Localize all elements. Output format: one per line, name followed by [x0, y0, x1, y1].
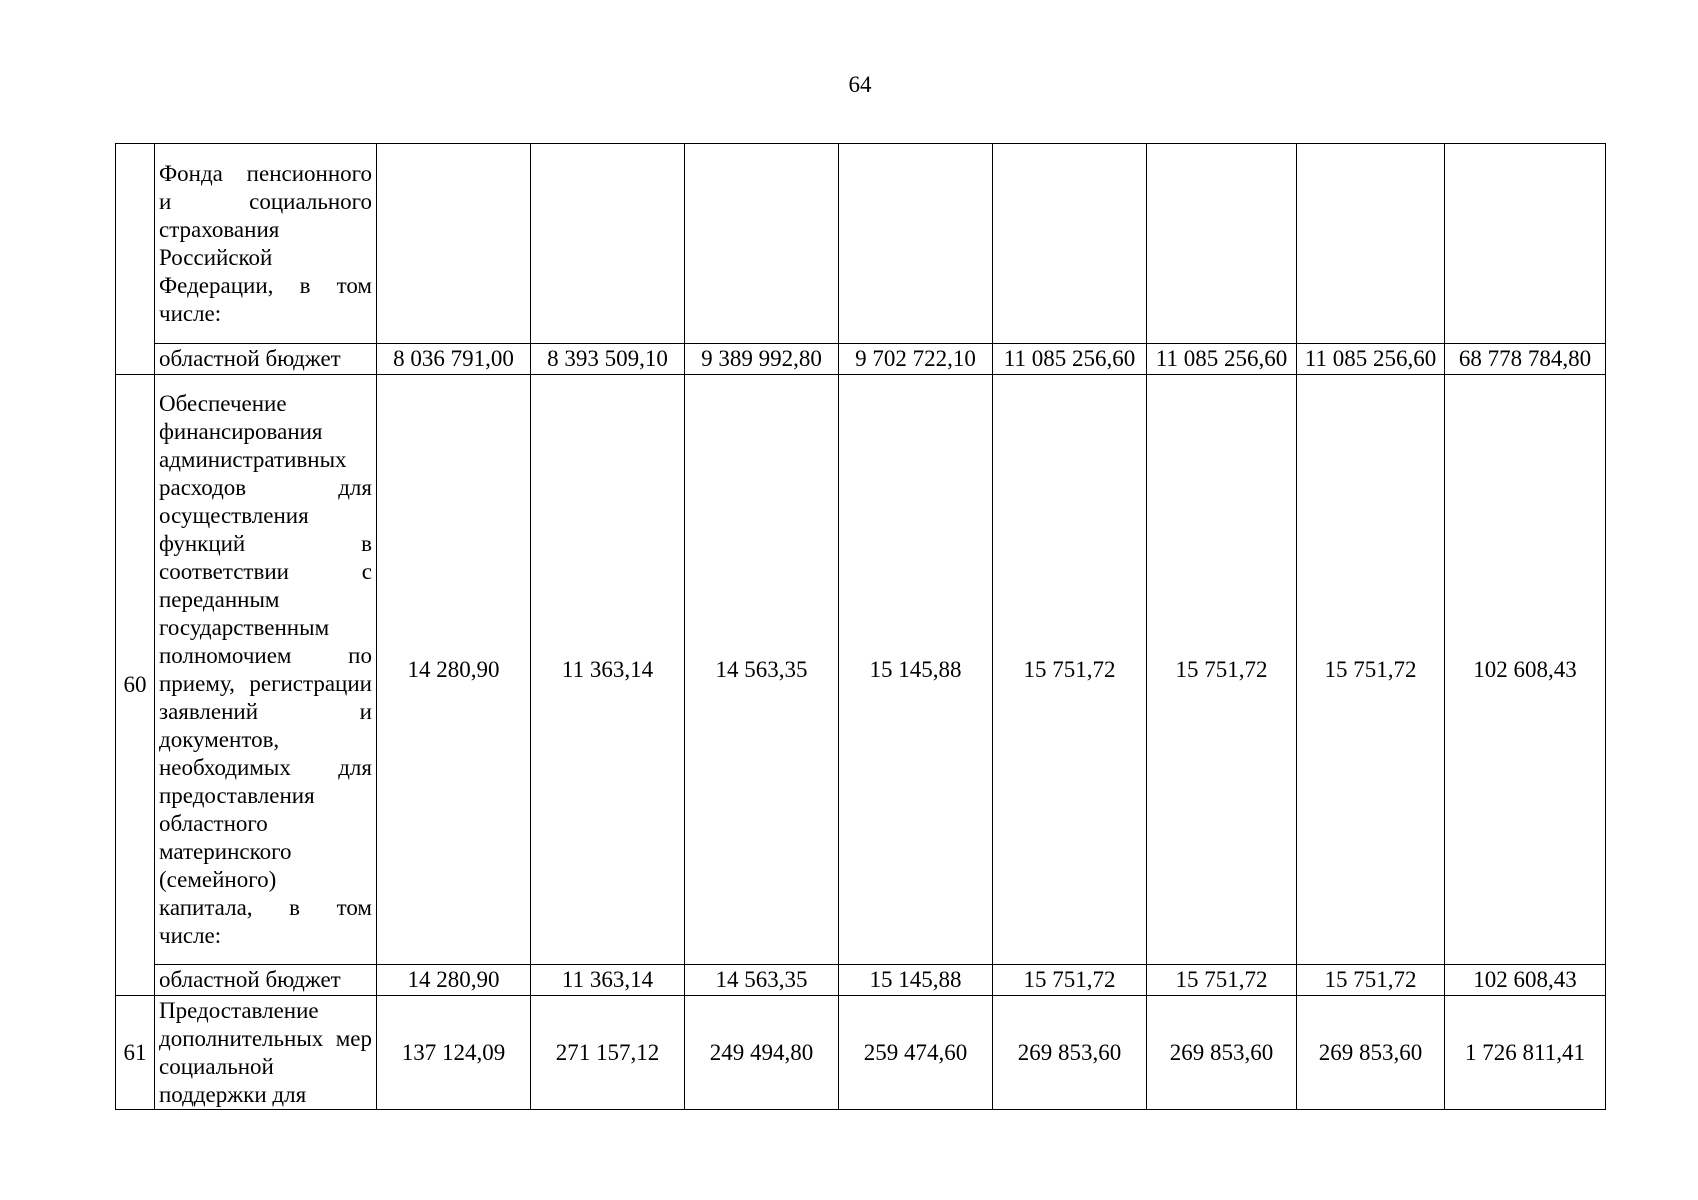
value-cell — [839, 144, 993, 344]
budget-table — [115, 143, 1606, 1110]
value-cell — [377, 144, 531, 344]
table-subrow — [116, 965, 1606, 996]
value-cell — [1297, 144, 1445, 344]
value-cell: 14 280,90 — [377, 375, 531, 965]
value-cell: 11 363,14 — [531, 375, 685, 965]
row-index-cell: 61 — [116, 996, 155, 1110]
table-row — [116, 144, 1606, 344]
value-cell: 9 389 992,80 — [685, 344, 839, 375]
table-row — [116, 375, 1606, 965]
value-cell: 14 280,90 — [377, 965, 531, 996]
value-cell: 15 751,72 — [1297, 965, 1445, 996]
row-index-cell: 60 — [116, 375, 155, 996]
value-cell: 11 363,14 — [531, 965, 685, 996]
value-cell: 249 494,80 — [685, 996, 839, 1110]
value-cell: 259 474,60 — [839, 996, 993, 1110]
value-cell: 102 608,43 — [1445, 375, 1606, 965]
value-cell: 137 124,09 — [377, 996, 531, 1110]
value-cell: 14 563,35 — [685, 375, 839, 965]
value-cell: 271 157,12 — [531, 996, 685, 1110]
value-cell: 68 778 784,80 — [1445, 344, 1606, 375]
value-cell — [531, 144, 685, 344]
value-cell — [993, 144, 1147, 344]
value-cell: 15 751,72 — [1147, 375, 1297, 965]
value-cell: 15 145,88 — [839, 375, 993, 965]
row-index-cell — [116, 144, 155, 375]
subrow-label-cell: областной бюджет — [155, 344, 377, 375]
value-cell: 11 085 256,60 — [1147, 344, 1297, 375]
value-cell: 15 751,72 — [1297, 375, 1445, 965]
subrow-label-cell: областной бюджет — [155, 965, 377, 996]
value-cell: 15 751,72 — [993, 375, 1147, 965]
row-title-cell: Фонда пенсионного и социального страхования Российской Федерации, в том числе: — [155, 144, 377, 344]
value-cell — [1445, 144, 1606, 344]
value-cell: 9 702 722,10 — [839, 344, 993, 375]
table-row — [116, 996, 1606, 1110]
value-cell: 11 085 256,60 — [993, 344, 1147, 375]
page-number: 64 — [848, 72, 872, 97]
row-title-cell: Предоставление дополнительных мер социальной поддержки для — [155, 996, 377, 1110]
value-cell: 8 036 791,00 — [377, 344, 531, 375]
value-cell: 14 563,35 — [685, 965, 839, 996]
value-cell — [685, 144, 839, 344]
value-cell: 15 751,72 — [993, 965, 1147, 996]
value-cell: 15 751,72 — [1147, 965, 1297, 996]
value-cell: 102 608,43 — [1445, 965, 1606, 996]
value-cell: 15 145,88 — [839, 965, 993, 996]
value-cell: 269 853,60 — [1297, 996, 1445, 1110]
table-subrow — [116, 344, 1606, 375]
value-cell: 269 853,60 — [993, 996, 1147, 1110]
value-cell: 8 393 509,10 — [531, 344, 685, 375]
value-cell: 269 853,60 — [1147, 996, 1297, 1110]
value-cell — [1147, 144, 1297, 344]
value-cell: 1 726 811,41 — [1445, 996, 1606, 1110]
value-cell: 11 085 256,60 — [1297, 344, 1445, 375]
row-title-cell: Обеспечение финансирования административных расходов для осуществления функций в соответствии с переданным государственным полномочием по приему, регистрации заявлений и документов, необходимых для предоставления областного материнского (семейного) капитала, в том числе: — [155, 375, 377, 965]
